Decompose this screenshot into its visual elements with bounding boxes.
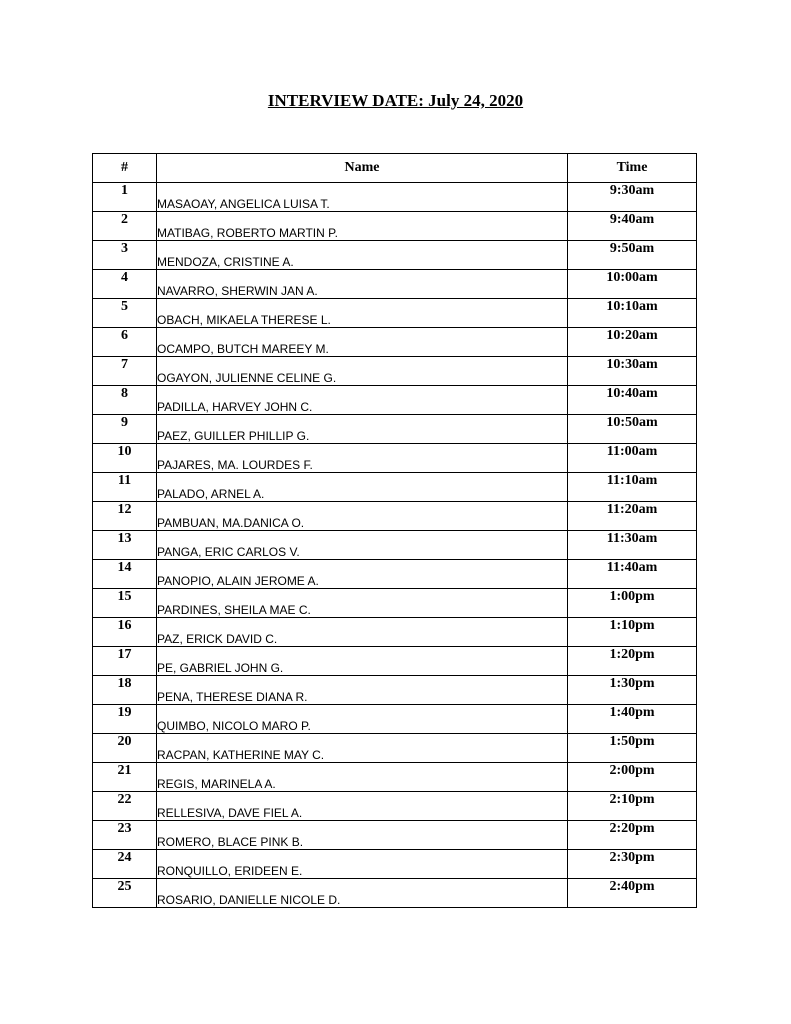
row-number: 4: [93, 270, 157, 299]
page-title: INTERVIEW DATE: July 24, 2020: [267, 91, 524, 110]
interview-schedule-table: [92, 153, 697, 908]
interview-time: 10:50am: [568, 415, 697, 444]
applicant-name: PE, GABRIEL JOHN G.: [157, 647, 568, 676]
row-number: 12: [93, 502, 157, 531]
row-number: 25: [93, 879, 157, 908]
table-row: [93, 560, 697, 589]
interview-time: 1:10pm: [568, 618, 697, 647]
table-row: [93, 763, 697, 792]
row-number: 14: [93, 560, 157, 589]
row-number: 21: [93, 763, 157, 792]
row-number: 2: [93, 212, 157, 241]
applicant-name: MENDOZA, CRISTINE A.: [157, 241, 568, 270]
row-number: 23: [93, 821, 157, 850]
table-row: [93, 473, 697, 502]
applicant-name: OGAYON, JULIENNE CELINE G.: [157, 357, 568, 386]
table-row: [93, 676, 697, 705]
row-number: 6: [93, 328, 157, 357]
table-row: [93, 705, 697, 734]
table-row: [93, 357, 697, 386]
interview-time: 11:10am: [568, 473, 697, 502]
interview-time: 1:00pm: [568, 589, 697, 618]
table-row: [93, 879, 697, 908]
interview-time: 10:10am: [568, 299, 697, 328]
applicant-name: RONQUILLO, ERIDEEN E.: [157, 850, 568, 879]
table-row: [93, 241, 697, 270]
applicant-name: NAVARRO, SHERWIN JAN A.: [157, 270, 568, 299]
table-row: [93, 618, 697, 647]
table-row: [93, 821, 697, 850]
header-time: Time: [568, 154, 697, 183]
row-number: 3: [93, 241, 157, 270]
applicant-name: PANGA, ERIC CARLOS V.: [157, 531, 568, 560]
table-row: [93, 328, 697, 357]
applicant-name: ROSARIO, DANIELLE NICOLE D.: [157, 879, 568, 908]
table-row: [93, 502, 697, 531]
table-row: [93, 270, 697, 299]
table-row: [93, 386, 697, 415]
interview-time: 11:30am: [568, 531, 697, 560]
table-row: [93, 444, 697, 473]
row-number: 13: [93, 531, 157, 560]
applicant-name: PAMBUAN, MA.DANICA O.: [157, 502, 568, 531]
interview-time: 10:40am: [568, 386, 697, 415]
applicant-name: OBACH, MIKAELA THERESE L.: [157, 299, 568, 328]
interview-time: 1:50pm: [568, 734, 697, 763]
interview-time: 9:50am: [568, 241, 697, 270]
table-row: [93, 647, 697, 676]
applicant-name: REGIS, MARINELA A.: [157, 763, 568, 792]
row-number: 16: [93, 618, 157, 647]
table-header-row: [93, 154, 697, 183]
table-row: [93, 531, 697, 560]
interview-time: 1:20pm: [568, 647, 697, 676]
interview-time: 10:00am: [568, 270, 697, 299]
table-row: [93, 734, 697, 763]
interview-time: 11:40am: [568, 560, 697, 589]
row-number: 22: [93, 792, 157, 821]
applicant-name: RACPAN, KATHERINE MAY C.: [157, 734, 568, 763]
row-number: 20: [93, 734, 157, 763]
row-number: 7: [93, 357, 157, 386]
applicant-name: MASAOAY, ANGELICA LUISA T.: [157, 183, 568, 212]
interview-time: 1:40pm: [568, 705, 697, 734]
interview-time: 1:30pm: [568, 676, 697, 705]
table-row: [93, 212, 697, 241]
row-number: 8: [93, 386, 157, 415]
row-number: 10: [93, 444, 157, 473]
applicant-name: PALADO, ARNEL A.: [157, 473, 568, 502]
row-number: 1: [93, 183, 157, 212]
row-number: 15: [93, 589, 157, 618]
applicant-name: QUIMBO, NICOLO MARO P.: [157, 705, 568, 734]
interview-time: 2:30pm: [568, 850, 697, 879]
row-number: 17: [93, 647, 157, 676]
interview-time: 2:00pm: [568, 763, 697, 792]
applicant-name: MATIBAG, ROBERTO MARTIN P.: [157, 212, 568, 241]
interview-time: 2:20pm: [568, 821, 697, 850]
table-row: [93, 183, 697, 212]
header-number: #: [93, 154, 157, 183]
table-row: [93, 299, 697, 328]
row-number: 9: [93, 415, 157, 444]
row-number: 5: [93, 299, 157, 328]
interview-time: 11:00am: [568, 444, 697, 473]
applicant-name: PAEZ, GUILLER PHILLIP G.: [157, 415, 568, 444]
row-number: 11: [93, 473, 157, 502]
table-row: [93, 850, 697, 879]
row-number: 19: [93, 705, 157, 734]
applicant-name: PAJARES, MA. LOURDES F.: [157, 444, 568, 473]
table-row: [93, 792, 697, 821]
interview-time: 9:30am: [568, 183, 697, 212]
interview-time: 2:40pm: [568, 879, 697, 908]
row-number: 18: [93, 676, 157, 705]
interview-time: 2:10pm: [568, 792, 697, 821]
applicant-name: RELLESIVA, DAVE FIEL A.: [157, 792, 568, 821]
table-row: [93, 589, 697, 618]
applicant-name: ROMERO, BLACE PINK B.: [157, 821, 568, 850]
applicant-name: PENA, THERESE DIANA R.: [157, 676, 568, 705]
table-row: [93, 415, 697, 444]
interview-time: 10:20am: [568, 328, 697, 357]
applicant-name: PANOPIO, ALAIN JEROME A.: [157, 560, 568, 589]
interview-time: 11:20am: [568, 502, 697, 531]
applicant-name: PADILLA, HARVEY JOHN C.: [157, 386, 568, 415]
interview-time: 9:40am: [568, 212, 697, 241]
applicant-name: PAZ, ERICK DAVID C.: [157, 618, 568, 647]
applicant-name: OCAMPO, BUTCH MAREEY M.: [157, 328, 568, 357]
row-number: 24: [93, 850, 157, 879]
applicant-name: PARDINES, SHEILA MAE C.: [157, 589, 568, 618]
interview-time: 10:30am: [568, 357, 697, 386]
header-name: Name: [157, 154, 568, 183]
